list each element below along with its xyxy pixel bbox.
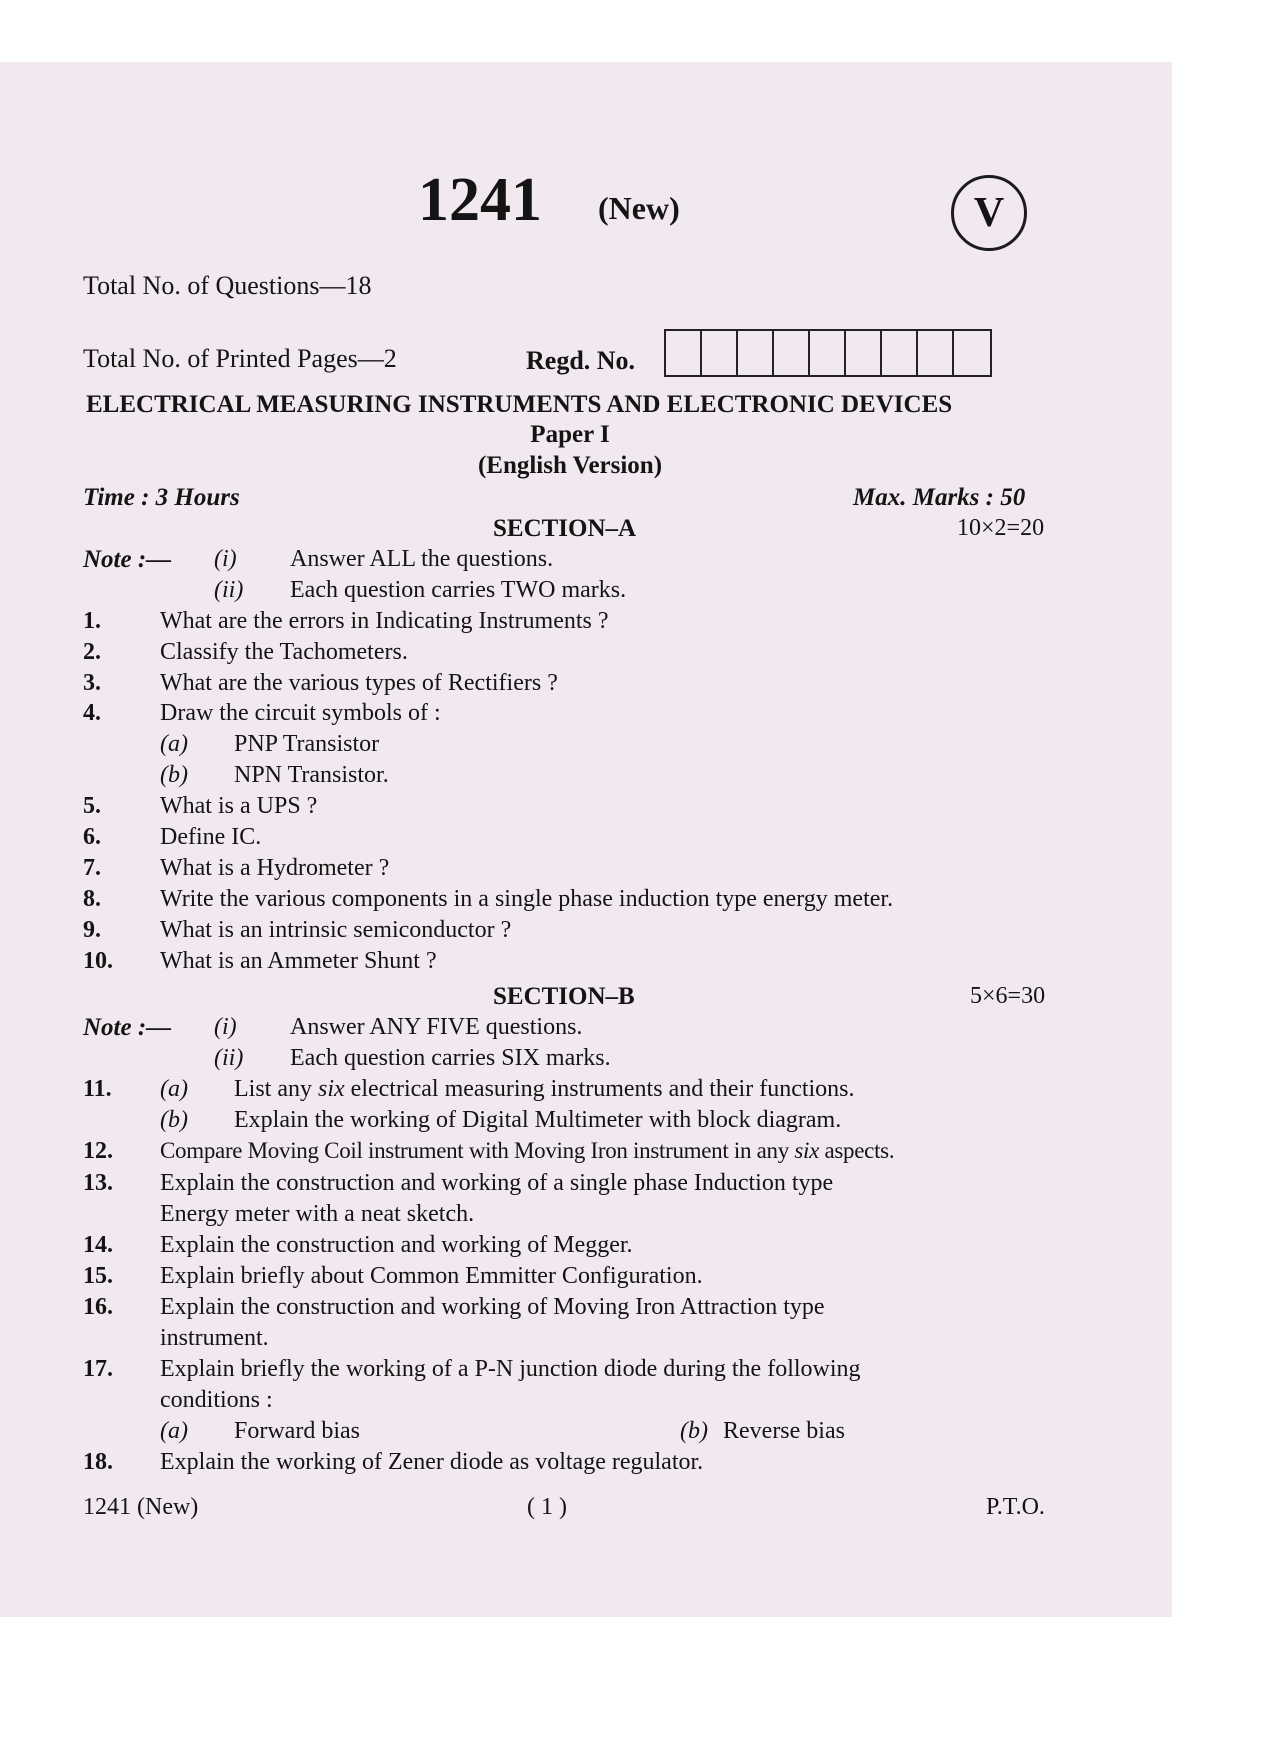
question-text-continued: conditions : — [160, 1387, 273, 1413]
question-text-continued: instrument. — [160, 1325, 269, 1351]
question-text: What are the errors in Indicating Instruments ? — [160, 608, 609, 634]
regd-digit-box[interactable] — [882, 331, 918, 375]
regd-digit-box[interactable] — [738, 331, 774, 375]
question-text: Explain the construction and working of Moving Iron Attraction type — [160, 1294, 825, 1320]
paper-code: 1241 — [418, 166, 542, 234]
question-number: 4. — [83, 700, 101, 726]
question-text: What is an intrinsic semiconductor ? — [160, 917, 512, 943]
question-number: 8. — [83, 886, 101, 912]
note-text: Each question carries SIX marks. — [290, 1045, 611, 1071]
q12-emphasis: six — [794, 1138, 820, 1163]
question-number: 9. — [83, 917, 101, 943]
question-text: Draw the circuit symbols of : — [160, 700, 441, 726]
sub-question-label: (b) — [680, 1418, 708, 1444]
note-number: (ii) — [214, 577, 244, 603]
question-number: 10. — [83, 948, 113, 974]
question-text: What is an Ammeter Shunt ? — [160, 948, 437, 974]
question-number: 6. — [83, 824, 101, 850]
question-text: Explain briefly the working of a P-N junction diode during the following — [160, 1356, 861, 1382]
regd-digit-box[interactable] — [702, 331, 738, 375]
regd-digit-box[interactable] — [774, 331, 810, 375]
sub-question-text: Explain the working of Digital Multimeter with block diagram. — [234, 1107, 842, 1133]
sub-question-text: Reverse bias — [723, 1418, 845, 1444]
paper-new-label: (New) — [598, 190, 680, 226]
section-a-title: SECTION–A — [493, 515, 637, 542]
question-text — [160, 1138, 894, 1164]
question-text: Write the various components in a single phase induction type energy meter. — [160, 886, 894, 912]
question-number: 12. — [83, 1138, 113, 1164]
note-text: Answer ANY FIVE questions. — [290, 1014, 583, 1040]
q11a-text-end: electrical measuring instruments and their functions. — [344, 1076, 855, 1102]
note-text: Each question carries TWO marks. — [290, 577, 627, 603]
max-marks: Max. Marks : 50 — [853, 484, 1026, 511]
paper-version: (English Version) — [477, 452, 663, 479]
regd-label: Regd. No. — [526, 346, 636, 375]
question-number: 17. — [83, 1356, 113, 1382]
note-text: Answer ALL the questions. — [290, 546, 554, 572]
question-number: 3. — [83, 670, 101, 696]
question-text: Explain the working of Zener diode as voltage regulator. — [160, 1449, 704, 1475]
q12-text-start: Compare Moving Coil instrument with Moving Iron instrument in any — [160, 1138, 795, 1163]
question-number: 16. — [83, 1294, 113, 1320]
question-text: Explain the construction and working of a single phase Induction type — [160, 1170, 834, 1196]
question-number: 14. — [83, 1232, 113, 1258]
total-pages: Total No. of Printed Pages—2 — [83, 344, 397, 373]
q12-text-end: aspects. — [819, 1138, 895, 1163]
question-number: 18. — [83, 1449, 113, 1475]
section-b-title: SECTION–B — [493, 983, 635, 1010]
question-number: 5. — [83, 793, 101, 819]
question-number: 1. — [83, 608, 101, 634]
question-number: 11. — [83, 1076, 112, 1102]
question-number: 15. — [83, 1263, 113, 1289]
footer-pto: P.T.O. — [986, 1494, 1045, 1520]
note-number: (i) — [214, 1014, 237, 1040]
question-number: 7. — [83, 855, 101, 881]
section-a-note-label: Note :— — [83, 546, 172, 573]
note-number: (i) — [214, 546, 237, 572]
footer-code: 1241 (New) — [83, 1494, 199, 1520]
section-a-marks: 10×2=20 — [957, 515, 1045, 541]
section-b-note-label: Note :— — [83, 1014, 172, 1041]
sub-question-text: PNP Transistor — [234, 731, 380, 757]
sub-question-label: (a) — [160, 731, 188, 757]
sub-question-text — [234, 1076, 855, 1103]
sub-question-text: Forward bias — [234, 1418, 360, 1444]
regd-digit-box[interactable] — [954, 331, 990, 375]
exam-time: Time : 3 Hours — [83, 484, 240, 511]
sub-question-label: (b) — [160, 1107, 188, 1133]
q11a-emphasis: six — [318, 1076, 345, 1102]
question-number: 2. — [83, 639, 101, 665]
question-text: Define IC. — [160, 824, 262, 850]
question-text: What is a UPS ? — [160, 793, 318, 819]
q11a-text-start: List any — [234, 1076, 318, 1102]
regd-digit-box[interactable] — [846, 331, 882, 375]
section-b-marks: 5×6=30 — [970, 983, 1046, 1009]
question-text: Classify the Tachometers. — [160, 639, 408, 665]
note-number: (ii) — [214, 1045, 244, 1071]
paper-number: Paper I — [530, 421, 610, 448]
regd-digit-box[interactable] — [810, 331, 846, 375]
regd-digit-box[interactable] — [918, 331, 954, 375]
question-text: What are the various types of Rectifiers ? — [160, 670, 558, 696]
question-text: Explain briefly about Common Emmitter Configuration. — [160, 1263, 703, 1289]
question-number: 13. — [83, 1170, 113, 1196]
total-questions: Total No. of Questions—18 — [83, 271, 372, 300]
regd-number-boxes[interactable] — [664, 329, 992, 377]
subject-title: ELECTRICAL MEASURING INSTRUMENTS AND ELECTRONIC DEVICES — [86, 391, 953, 418]
question-text: What is a Hydrometer ? — [160, 855, 390, 881]
question-text-continued: Energy meter with a neat sketch. — [160, 1201, 475, 1227]
sub-question-text: NPN Transistor. — [234, 762, 389, 788]
regd-digit-box[interactable] — [666, 331, 702, 375]
version-badge: V — [951, 175, 1027, 251]
footer-page-number: ( 1 ) — [527, 1494, 567, 1520]
sub-question-label: (a) — [160, 1418, 188, 1444]
sub-question-label: (a) — [160, 1076, 188, 1102]
question-text: Explain the construction and working of Megger. — [160, 1232, 633, 1258]
sub-question-label: (b) — [160, 762, 188, 788]
